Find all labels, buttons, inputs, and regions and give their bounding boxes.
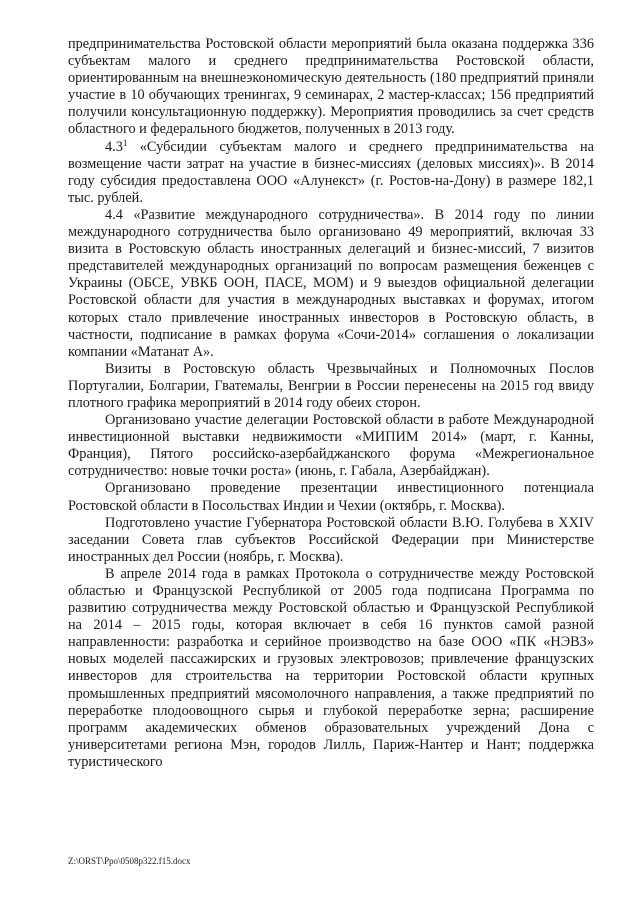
section-superscript: 1 <box>122 137 128 148</box>
document-body <box>68 36 594 771</box>
paragraph-section-4-4: 4.4 «Развитие международного сотрудничества». В 2014 году по линии международного сотрудничества было организовано 49 мероприятий, включая 33 визита в Ростовскую область иностранных делегаций и бизнес-миссий, 7 визитов представителей международных организаций по вопросам размещения беженцев с Украины (ОБСЕ, УВКБ ООН, ПАСЕ, МОМ) и 9 выездов официальной делегации Ростовской области для участия в международных выставках и форумах, итогом которых стало привлечение иностранных инвесторов в Ростовскую область, в частности, подписание в рамках форума «Сочи-2014» соглашения о локализации компании «Матанат А». <box>68 206 594 360</box>
paragraph-support-summary: предпринимательства Ростовской области мероприятий была оказана поддержка 336 субъектам малого и среднего предпринимательства Ростовской области, ориентированным на внешнеэкономическую деятельность (180 предприятий приняли участие в 10 обучающих тренингах, 9 семинарах, 2 мастер-классах; 156 предприятий получили консультационную поддержку). Мероприятия проводились за счет средств областного и федерального бюджетов, полученных в 2013 году. <box>68 36 594 138</box>
paragraph-governor-participation: Подготовлено участие Губернатора Ростовской области В.Ю. Голубева в XXIV заседании Совета глав субъектов Российской Федерации при Министерстве иностранных дел России (ноябрь, г. Москва). <box>68 514 594 565</box>
section-text: «Субсидии субъектам малого и среднего предпринимательства на возмещение части затрат на участие в бизнес-миссиях (деловых миссиях)». В 2014 году субсидия предоставлена ООО «Алунекст» (г. Ростов-на-Дону) в размере 182,1 тыс. рублей. <box>68 138 594 206</box>
paragraph-france-program: В апреле 2014 года в рамках Протокола о сотрудничестве между Ростовской областью и Французской Республикой от 2005 года подписана Программа по развитию сотрудничества между Ростовской областью и Французской Республикой на 2014 – 2015 годы, которая включает в себя 16 пунктов самой разной направленности: разработка и серийное производство на базе ООО «ПК «НЭВЗ» новых моделей пассажирских и грузовых электровозов; привлечение французских инвесторов для строительства на территории Ростовской области крупных промышленных предприятий мясомолочного направления, а также предприятий по переработке плодоовощного сырья и глубокой переработке зерна; расширение программ академических обменов образовательных учреждений Дона с университетами региона Мэн, городов Лилль, Париж-Нантер и Нант; поддержка туристического <box>68 565 594 770</box>
paragraph-section-4-3-1 <box>68 139 594 207</box>
paragraph-mipim-participation: Организовано участие делегации Ростовской области в работе Международной инвестиционной выставки недвижимости «МИПИМ 2014» (март, г. Канны, Франция), Пятого российско-азербайджанского форума «Межрегиональное сотрудничество: новые точки роста» (июнь, г. Габала, Азербайджан). <box>68 412 594 480</box>
paragraph-ambassador-visits: Визиты в Ростовскую область Чрезвычайных и Полномочных Послов Португалии, Болгарии, Гватемалы, Венгрии в России перенесены на 2015 год ввиду плотного графика мероприятий в 2014 году обеих сторон. <box>68 360 594 411</box>
footer-file-path: Z:\ORST\Ppo\0508p322.f15.docx <box>68 856 191 866</box>
section-number: 4.3 <box>105 138 123 155</box>
paragraph-embassy-presentation: Организовано проведение презентации инвестиционного потенциала Ростовской области в Посольствах Индии и Чехии (октябрь, г. Москва). <box>68 480 594 514</box>
